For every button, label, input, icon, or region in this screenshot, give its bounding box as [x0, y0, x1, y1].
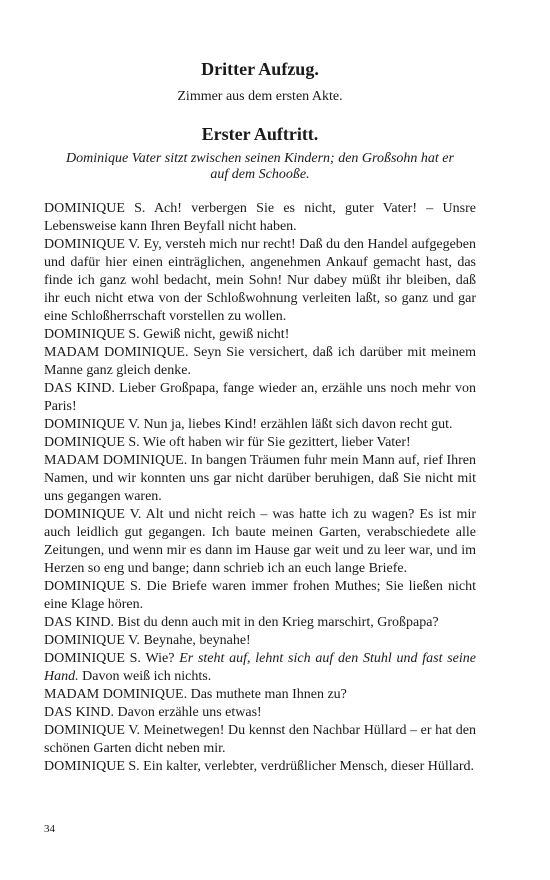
speech-text-after: Davon weiß ich nichts. — [82, 669, 212, 684]
speech-text: Lieber Großpapa, fange wieder an, erzähle uns noch mehr von Paris! — [44, 381, 477, 414]
speaker-name: DAS KIND. — [44, 615, 114, 630]
speech — [44, 434, 476, 452]
speech — [44, 686, 476, 704]
speech — [44, 758, 476, 776]
speech-text: Das muthete man Ihnen zu? — [190, 687, 347, 702]
speaker-name: DAS KIND. — [44, 381, 115, 396]
speaker-name: DOMINIQUE S. — [44, 327, 140, 342]
inline-stage-direction: Er steht auf, lehnt sich auf den Stuhl und fast seine Hand. — [44, 651, 476, 684]
scene-title: Erster Auftritt. — [201, 124, 319, 144]
speech — [44, 578, 476, 614]
speech — [44, 344, 476, 380]
speech-text: Davon erzähle uns etwas! — [117, 705, 262, 720]
speech-text: Ach! verbergen Sie es nicht, guter Vater! – Unsre Lebensweise kann Ihren Beyfall nicht haben. — [44, 201, 476, 234]
stage-direction: Dominique Vater sitzt zwischen seinen Kindern; den Großsohn hat er auf dem Schooße. — [66, 151, 454, 182]
speech — [44, 326, 476, 344]
page-content — [44, 58, 476, 776]
speaker-name: MADAM DOMINIQUE. — [44, 453, 188, 468]
speech — [44, 650, 476, 686]
page-number: 34 — [44, 823, 55, 835]
speech — [44, 452, 476, 506]
dialogue — [44, 200, 476, 776]
speech — [44, 722, 476, 758]
speech-text: Die Briefe waren immer frohen Muthes; Sie ließen nicht eine Klage hören. — [44, 579, 476, 612]
speech-text: Wie oft haben wir für Sie gezittert, lieber Vater! — [142, 435, 411, 450]
speech-text: Gewiß nicht, gewiß nicht! — [143, 327, 290, 342]
speech-text: Nun ja, liebes Kind! erzählen läßt sich davon recht gut. — [143, 417, 453, 432]
speech — [44, 380, 476, 416]
speech-text: Seyn Sie versichert, daß ich darüber mit meinem Manne ganz gleich denke. — [44, 345, 477, 378]
speaker-name: DOMINIQUE S. — [44, 651, 141, 666]
speech-text: Alt und nicht reich – was hatte ich zu wagen? Es ist mir auch leidlich gut gegangen. Ich baute meinen Garten, verabschiedete alle Zeitungen, und wenn mir es dann im Hause gar weit und zu leer war, und im Herzen so eng und bange; dann schrieb ich an euch lange Briefe. — [44, 507, 476, 576]
speaker-name: MADAM DOMINIQUE. — [44, 345, 189, 360]
speech — [44, 200, 476, 236]
speaker-name: DOMINIQUE V. — [44, 417, 140, 432]
speech — [44, 416, 476, 434]
act-title: Dritter Aufzug. — [201, 59, 319, 79]
speech — [44, 704, 476, 722]
speaker-name: DAS KIND. — [44, 705, 114, 720]
speech — [44, 632, 476, 650]
speaker-name: DOMINIQUE V. — [44, 723, 141, 738]
speaker-name: DOMINIQUE V. — [44, 237, 140, 252]
speaker-name: DOMINIQUE S. — [44, 579, 142, 594]
speech-text: Ein kalter, verlebter, verdrüßlicher Mensch, dieser Hüllard. — [143, 759, 475, 774]
speech-text: Meinetwegen! Du kennst den Nachbar Hüllard – er hat den schönen Garten dicht neben mir. — [44, 723, 476, 756]
speech-text: Wie? — [145, 651, 175, 666]
speech — [44, 236, 476, 326]
speaker-name: DOMINIQUE V. — [44, 633, 140, 648]
speaker-name: DOMINIQUE S. — [44, 201, 146, 216]
act-setting: Zimmer aus dem ersten Akte. — [177, 89, 343, 104]
speech-text: Ey, versteh mich nur recht! Daß du den Handel aufgegeben und dafür hier einen einträglichen, angenehmen Ankauf gemacht hast, das finde ich ganz wohl bedacht, mein Sohn! Nur dabey müßt ihr bleiben, daß ihr euch nicht etwa von der Schloßwohnung verleiten laßt, so ganz und gar eine Schloßherrschaft vorstellen zu wollen. — [44, 237, 477, 324]
speech-text: In bangen Träumen fuhr mein Mann auf, rief Ihren Namen, und wir konnten uns gar nicht darüber beruhigen, daß Sie nicht mit uns gegangen waren. — [44, 453, 477, 504]
speaker-name: DOMINIQUE S. — [44, 435, 140, 450]
speaker-name: DOMINIQUE S. — [44, 759, 140, 774]
speaker-name: DOMINIQUE V. — [44, 507, 142, 522]
speaker-name: MADAM DOMINIQUE. — [44, 687, 188, 702]
speech-text: Beynahe, beynahe! — [143, 633, 251, 648]
speech-text: Bist du denn auch mit in den Krieg marschirt, Großpapa? — [117, 615, 439, 630]
speech — [44, 506, 476, 578]
speech — [44, 614, 476, 632]
